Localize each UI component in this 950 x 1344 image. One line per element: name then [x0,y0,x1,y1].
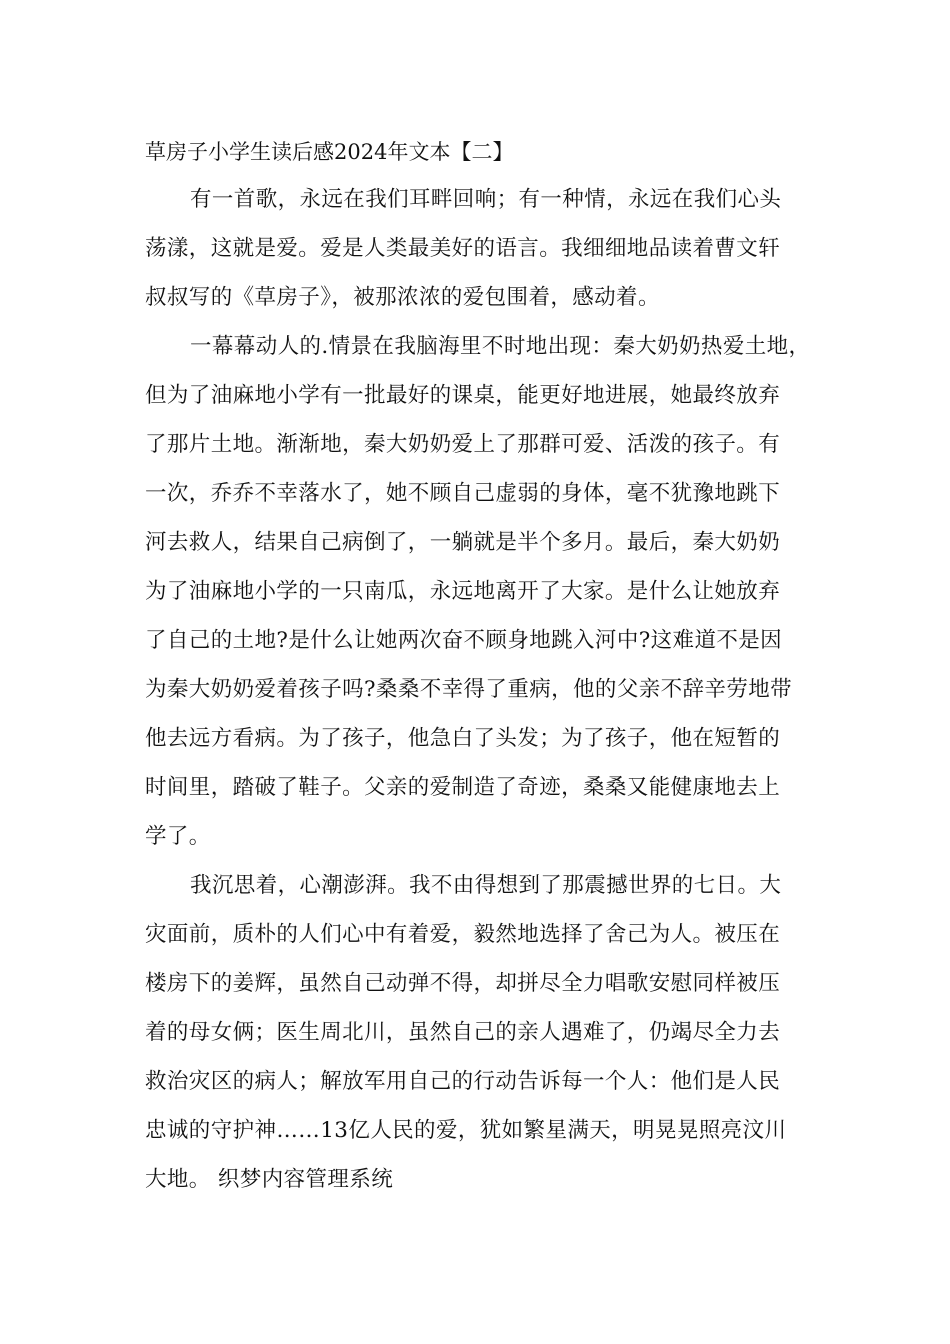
paragraph-line: 时间里，踏破了鞋子。父亲的爱制造了奇迹，桑桑又能健康地去上 [145,775,781,800]
paragraph-line: 为秦大奶奶爱着孩子吗?桑桑不幸得了重病，他的父亲不辞辛劳地带 [145,677,793,702]
paragraph-line: 有一首歌，永远在我们耳畔回响；有一种情，永远在我们心头 [190,187,782,212]
paragraph-line: 楼房下的姜辉，虽然自己动弹不得，却拼尽全力唱歌安慰同样被压 [145,971,781,996]
paragraph-line: 荡漾，这就是爱。爱是人类最美好的语言。我细细地品读着曹文轩 [145,236,781,261]
paragraph-line: 灾面前，质朴的人们心中有着爱，毅然地选择了舍己为人。被压在 [145,922,781,947]
paragraph-line: 了自己的土地?是什么让她两次奋不顾身地跳入河中?这难道不是因 [145,628,783,653]
paragraph-line: 忠诚的守护神……13亿人民的爱，犹如繁星满天，明晃晃照亮汶川 [145,1118,787,1143]
paragraph-line: 河去救人，结果自己病倒了，一躺就是半个多月。最后，秦大奶奶 [145,530,781,555]
paragraph-line: 为了油麻地小学的一只南瓜，永远地离开了大家。是什么让她放弃 [145,579,781,604]
paragraph-line: 但为了油麻地小学有一批最好的课桌，能更好地进展，她最终放弃 [145,383,781,408]
document-title: 草房子小学生读后感2024年文本【二】 [145,140,514,164]
paragraph-line: 着的母女俩；医生周北川，虽然自己的亲人遇难了，仍竭尽全力去 [145,1020,781,1045]
paragraph-line: 了那片土地。渐渐地，秦大奶奶爱上了那群可爱、活泼的孩子。有 [145,432,781,457]
paragraph-line: 叔叔写的《草房子》，被那浓浓的爱包围着，感动着。 [145,285,660,310]
paragraph-line: 大地。 织梦内容管理系统 [145,1167,394,1192]
paragraph-line: 一次，乔乔不幸落水了，她不顾自己虚弱的身体，毫不犹豫地跳下 [145,481,781,506]
paragraph-line: 他去远方看病。为了孩子，他急白了头发；为了孩子，他在短暂的 [145,726,781,751]
paragraph-line: 救治灾区的病人；解放军用自己的行动告诉每一个人：他们是人民 [145,1069,781,1094]
paragraph-line: 一幕幕动人的.情景在我脑海里不时地出现：秦大奶奶热爱土地， [190,334,811,359]
paragraph-line: 我沉思着，心潮澎湃。我不由得想到了那震撼世界的七日。大 [190,873,782,898]
paragraph-line: 学了。 [145,824,211,849]
